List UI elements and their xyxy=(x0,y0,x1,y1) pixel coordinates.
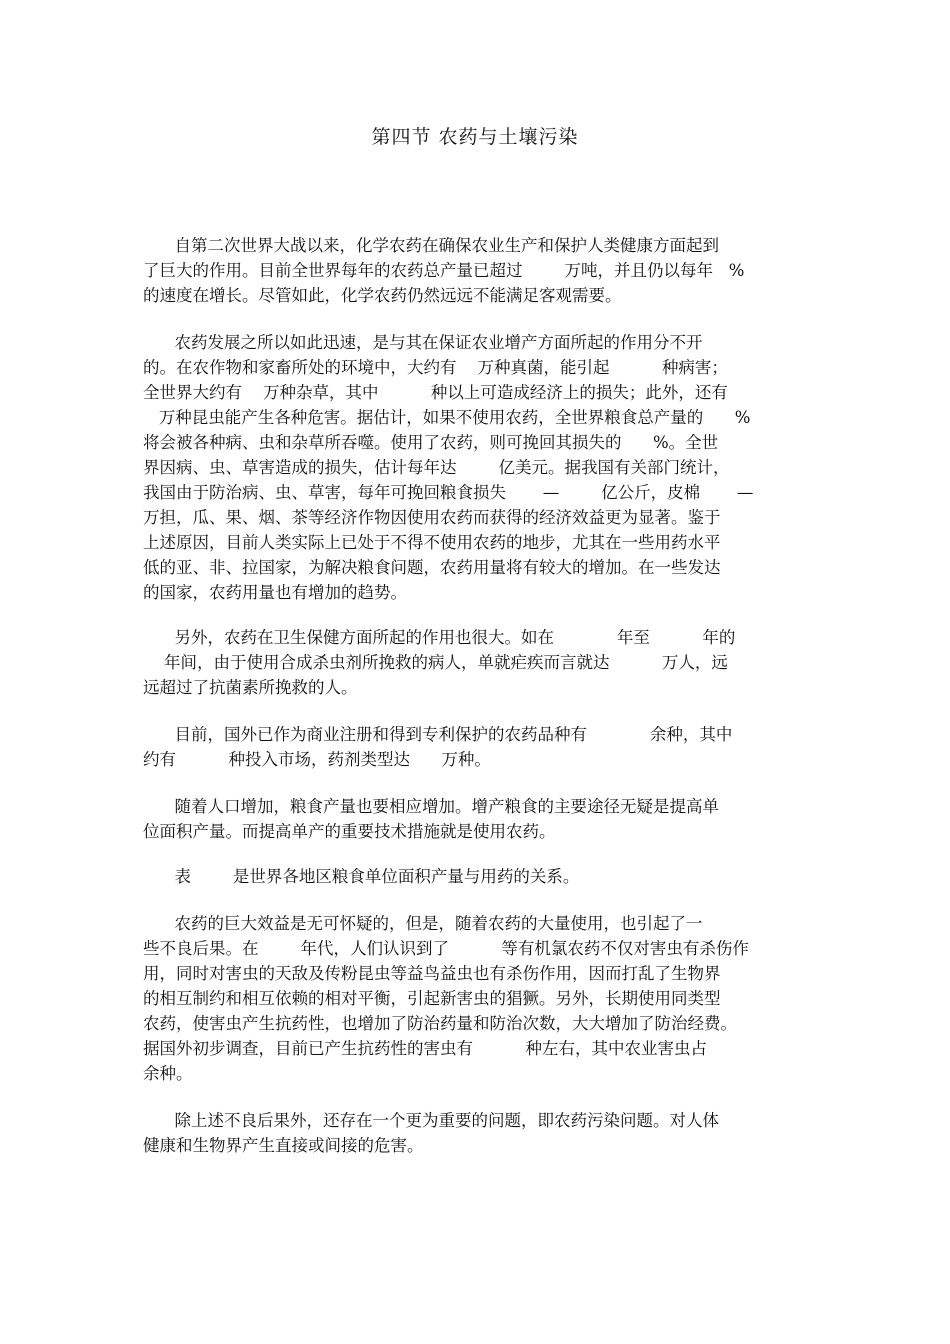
text-line: 健康和生物界产生直接或间接的危害。 xyxy=(143,1136,424,1155)
text-line: 界因病、虫、草害造成的损失，估计每年达 亿美元。据我国有关部门统计， xyxy=(143,458,730,477)
text-line: 将会被各种病、虫和杂草所吞噬。使用了农药，则可挽回其损失的 %。全世 xyxy=(143,433,719,452)
text-line: 我国由于防治病、虫、草害，每年可挽回粮食损失 — 亿公斤，皮棉 — xyxy=(143,483,754,502)
page-title: 第四节 农药与土壤污染 xyxy=(371,126,579,148)
paragraph xyxy=(143,911,809,1086)
text-line: 万种昆虫能产生各种危害。据估计，如果不使用农药，全世界粮食总产量的 % xyxy=(143,408,751,427)
text-line: 随着人口增加，粮食产量也要相应增加。增产粮食的主要途径无疑是提高单 xyxy=(143,797,719,816)
paragraph xyxy=(143,794,809,844)
text-line: 万担，瓜、果、烟、茶等经济作物因使用农药而获得的经济效益更为显著。鉴于 xyxy=(143,508,721,527)
paragraph xyxy=(143,330,809,605)
text-line: 上述原因，目前人类实际上已处于不得不使用农药的地步，尤其在一些用药水平 xyxy=(143,533,721,552)
text-line: 农药发展之所以如此迅速，是与其在保证农业增产方面所起的作用分不开 xyxy=(143,333,703,352)
text-line: 据国外初步调查，目前已产生抗药性的害虫有 种左右，其中农业害虫占 xyxy=(143,1039,707,1058)
paragraph xyxy=(143,1108,809,1158)
text-line: 全世界大约有 万种杂草，其中 种以上可造成经济上的损失；此外，还有 xyxy=(143,383,728,402)
text-line: 年间，由于使用合成杀虫剂所挽救的病人，单就疟疾而言就达 万人，远 xyxy=(143,653,728,672)
document-body xyxy=(143,233,809,1158)
text-line: 余种。 xyxy=(143,1064,193,1083)
text-line: 农药，使害虫产生抗药性，也增加了防治药量和防治次数，大大增加了防治经费。 xyxy=(143,1014,737,1033)
text-line: 低的亚、非、拉国家，为解决粮食问题，农药用量将有较大的增加。在一些发达 xyxy=(143,558,721,577)
text-line: 了巨大的作用。目前全世界每年的农药总产量已超过 万吨，并且仍以每年 % xyxy=(143,261,745,280)
text-line: 目前，国外已作为商业注册和得到专利保护的农药品种有 余种，其中 xyxy=(143,725,733,744)
paragraph xyxy=(143,722,809,772)
text-line: 约有 种投入市场，药剂类型达 万种。 xyxy=(143,750,491,769)
text-line: 用，同时对害虫的天敌及传粉昆虫等益鸟益虫也有杀伤作用，因而打乱了生物界 xyxy=(143,964,721,983)
paragraph xyxy=(143,233,809,308)
text-line: 的国家，农药用量也有增加的趋势。 xyxy=(143,583,407,602)
text-line: 表 是世界各地区粮食单位面积产量与用药的关系。 xyxy=(143,867,580,886)
text-line: 另外，农药在卫生保健方面所起的作用也很大。如在 年至 年的 xyxy=(143,628,736,647)
text-line: 的。在农作物和家畜所处的环境中，大约有 万种真菌，能引起 种病害； xyxy=(143,358,728,377)
text-line: 自第二次世界大战以来，化学农药在确保农业生产和保护人类健康方面起到 xyxy=(143,236,719,255)
text-line: 的速度在增长。尽管如此，化学农药仍然远远不能满足客观需要。 xyxy=(143,286,622,305)
paragraph xyxy=(143,864,809,889)
text-line: 农药的巨大效益是无可怀疑的，但是，随着农药的大量使用，也引起了一 xyxy=(143,914,703,933)
text-line: 的相互制约和相互依赖的相对平衡，引起新害虫的猖獗。另外，长期使用同类型 xyxy=(143,989,721,1008)
text-line: 除上述不良后果外，还存在一个更为重要的问题，即农药污染问题。对人体 xyxy=(143,1111,719,1130)
text-line: 远超过了抗菌素所挽救的人。 xyxy=(143,678,358,697)
paragraph xyxy=(143,625,809,700)
text-line: 位面积产量。而提高单产的重要技术措施就是使用农药。 xyxy=(143,822,556,841)
text-line: 些不良后果。在 年代，人们认识到了 等有机氯农药不仅对害虫有杀伤作 xyxy=(143,939,749,958)
